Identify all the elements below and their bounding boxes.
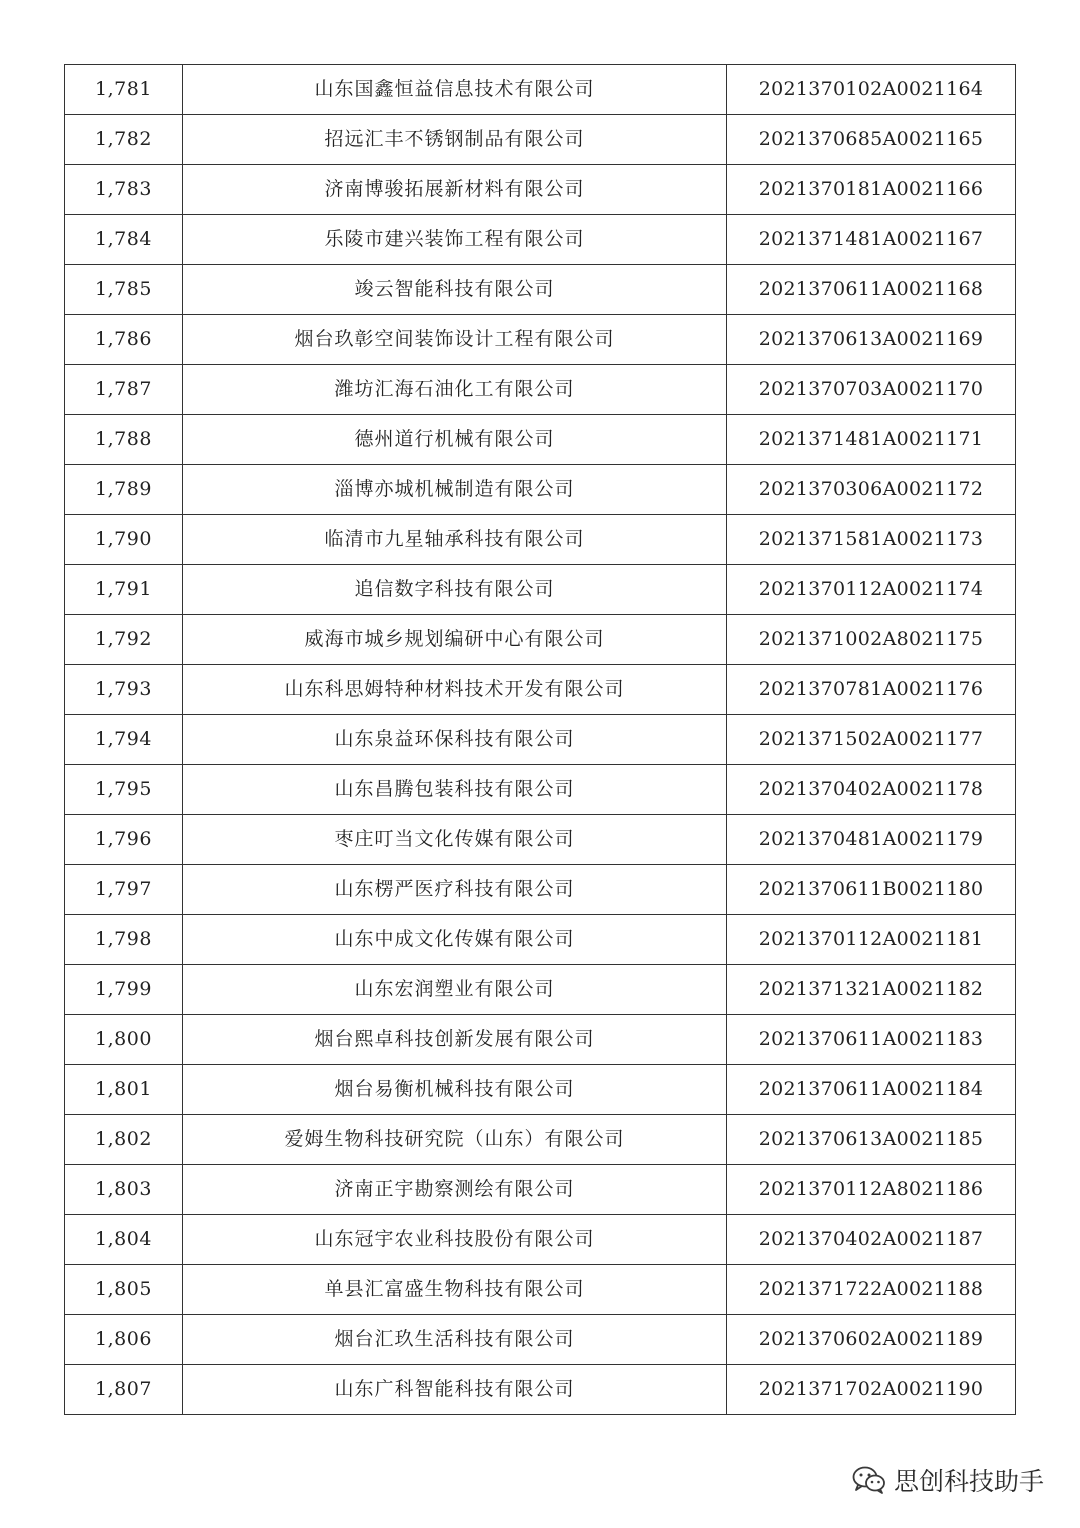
row-number: 1,802 [65,1115,183,1165]
company-name: 单县汇富盛生物科技有限公司 [183,1265,727,1315]
row-number: 1,783 [65,165,183,215]
row-number: 1,792 [65,615,183,665]
registration-code: 2021370781A0021176 [727,665,1016,715]
company-name: 乐陵市建兴装饰工程有限公司 [183,215,727,265]
company-name: 济南正宇勘察测绘有限公司 [183,1165,727,1215]
table-row [65,615,1016,665]
table-row [65,1265,1016,1315]
company-name: 山东泉益环保科技有限公司 [183,715,727,765]
table-row [65,665,1016,715]
row-number: 1,785 [65,265,183,315]
registration-code: 2021370611A0021183 [727,1015,1016,1065]
registration-code: 2021370611A0021184 [727,1065,1016,1115]
company-name: 烟台熙卓科技创新发展有限公司 [183,1015,727,1065]
company-registry-table [64,64,1016,1415]
row-number: 1,804 [65,1215,183,1265]
row-number: 1,787 [65,365,183,415]
row-number: 1,806 [65,1315,183,1365]
row-number: 1,784 [65,215,183,265]
company-name: 山东冠宇农业科技股份有限公司 [183,1215,727,1265]
registration-code: 2021370102A0021164 [727,65,1016,115]
row-number: 1,791 [65,565,183,615]
row-number: 1,799 [65,965,183,1015]
company-name: 枣庄叮当文化传媒有限公司 [183,815,727,865]
registration-code: 2021371321A0021182 [727,965,1016,1015]
registration-code: 2021371502A0021177 [727,715,1016,765]
table-row [65,1015,1016,1065]
table-row [65,815,1016,865]
row-number: 1,786 [65,315,183,365]
table-row [65,265,1016,315]
company-name: 山东中成文化传媒有限公司 [183,915,727,965]
company-name: 山东广科智能科技有限公司 [183,1365,727,1415]
company-name: 威海市城乡规划编研中心有限公司 [183,615,727,665]
table-row [65,465,1016,515]
table-body [65,65,1016,1415]
company-name: 潍坊汇海石油化工有限公司 [183,365,727,415]
company-name: 招远汇丰不锈钢制品有限公司 [183,115,727,165]
company-name: 烟台汇玖生活科技有限公司 [183,1315,727,1365]
row-number: 1,789 [65,465,183,515]
registration-code: 2021371481A0021167 [727,215,1016,265]
table-row [65,865,1016,915]
company-name: 追信数字科技有限公司 [183,565,727,615]
table-row [65,715,1016,765]
row-number: 1,800 [65,1015,183,1065]
company-name: 山东国鑫恒益信息技术有限公司 [183,65,727,115]
row-number: 1,796 [65,815,183,865]
row-number: 1,797 [65,865,183,915]
row-number: 1,781 [65,65,183,115]
table-row [65,1065,1016,1115]
company-name: 竣云智能科技有限公司 [183,265,727,315]
table-row [65,1115,1016,1165]
watermark-label: 思创科技助手 [893,1467,1044,1496]
table-row [65,215,1016,265]
registration-code: 2021370703A0021170 [727,365,1016,415]
registration-code: 2021371481A0021171 [727,415,1016,465]
row-number: 1,798 [65,915,183,965]
table-row [65,315,1016,365]
registration-code: 2021370611A0021168 [727,265,1016,315]
registration-code: 2021370602A0021189 [727,1315,1016,1365]
row-number: 1,788 [65,415,183,465]
registration-code: 2021370685A0021165 [727,115,1016,165]
company-name: 山东昌腾包装科技有限公司 [183,765,727,815]
row-number: 1,782 [65,115,183,165]
table-row [65,1365,1016,1415]
wechat-icon [852,1465,886,1495]
row-number: 1,805 [65,1265,183,1315]
registration-code: 2021371581A0021173 [727,515,1016,565]
row-number: 1,801 [65,1065,183,1115]
registration-code: 2021371702A0021190 [727,1365,1016,1415]
registration-code: 2021370112A8021186 [727,1165,1016,1215]
company-name: 爱姆生物科技研究院（山东）有限公司 [183,1115,727,1165]
row-number: 1,803 [65,1165,183,1215]
row-number: 1,807 [65,1365,183,1415]
watermark [852,1462,1044,1498]
company-name: 济南博骏拓展新材料有限公司 [183,165,727,215]
registration-code: 2021370402A0021178 [727,765,1016,815]
registration-code: 2021370613A0021169 [727,315,1016,365]
company-name: 烟台易衡机械科技有限公司 [183,1065,727,1115]
company-name: 德州道行机械有限公司 [183,415,727,465]
table-row [65,165,1016,215]
row-number: 1,793 [65,665,183,715]
company-name: 临清市九星轴承科技有限公司 [183,515,727,565]
table-row [65,1215,1016,1265]
company-name: 山东科思姆特种材料技术开发有限公司 [183,665,727,715]
row-number: 1,795 [65,765,183,815]
registration-code: 2021370481A0021179 [727,815,1016,865]
registration-code: 2021371002A8021175 [727,615,1016,665]
table-row [65,965,1016,1015]
table-row [65,565,1016,615]
table-row [65,515,1016,565]
registration-code: 2021370306A0021172 [727,465,1016,515]
company-name: 山东宏润塑业有限公司 [183,965,727,1015]
table-row [65,115,1016,165]
row-number: 1,794 [65,715,183,765]
registration-code: 2021370613A0021185 [727,1115,1016,1165]
registration-code: 2021370112A0021181 [727,915,1016,965]
company-name: 淄博亦城机械制造有限公司 [183,465,727,515]
table-row [65,365,1016,415]
registration-code: 2021370402A0021187 [727,1215,1016,1265]
registration-code: 2021370181A0021166 [727,165,1016,215]
table-row [65,765,1016,815]
row-number: 1,790 [65,515,183,565]
table-row [65,1165,1016,1215]
table-row [65,915,1016,965]
table-row [65,65,1016,115]
registration-code: 2021370112A0021174 [727,565,1016,615]
table-row [65,1315,1016,1365]
registration-code: 2021370611B0021180 [727,865,1016,915]
company-name: 山东楞严医疗科技有限公司 [183,865,727,915]
table-row [65,415,1016,465]
registration-code: 2021371722A0021188 [727,1265,1016,1315]
company-name: 烟台玖彰空间装饰设计工程有限公司 [183,315,727,365]
